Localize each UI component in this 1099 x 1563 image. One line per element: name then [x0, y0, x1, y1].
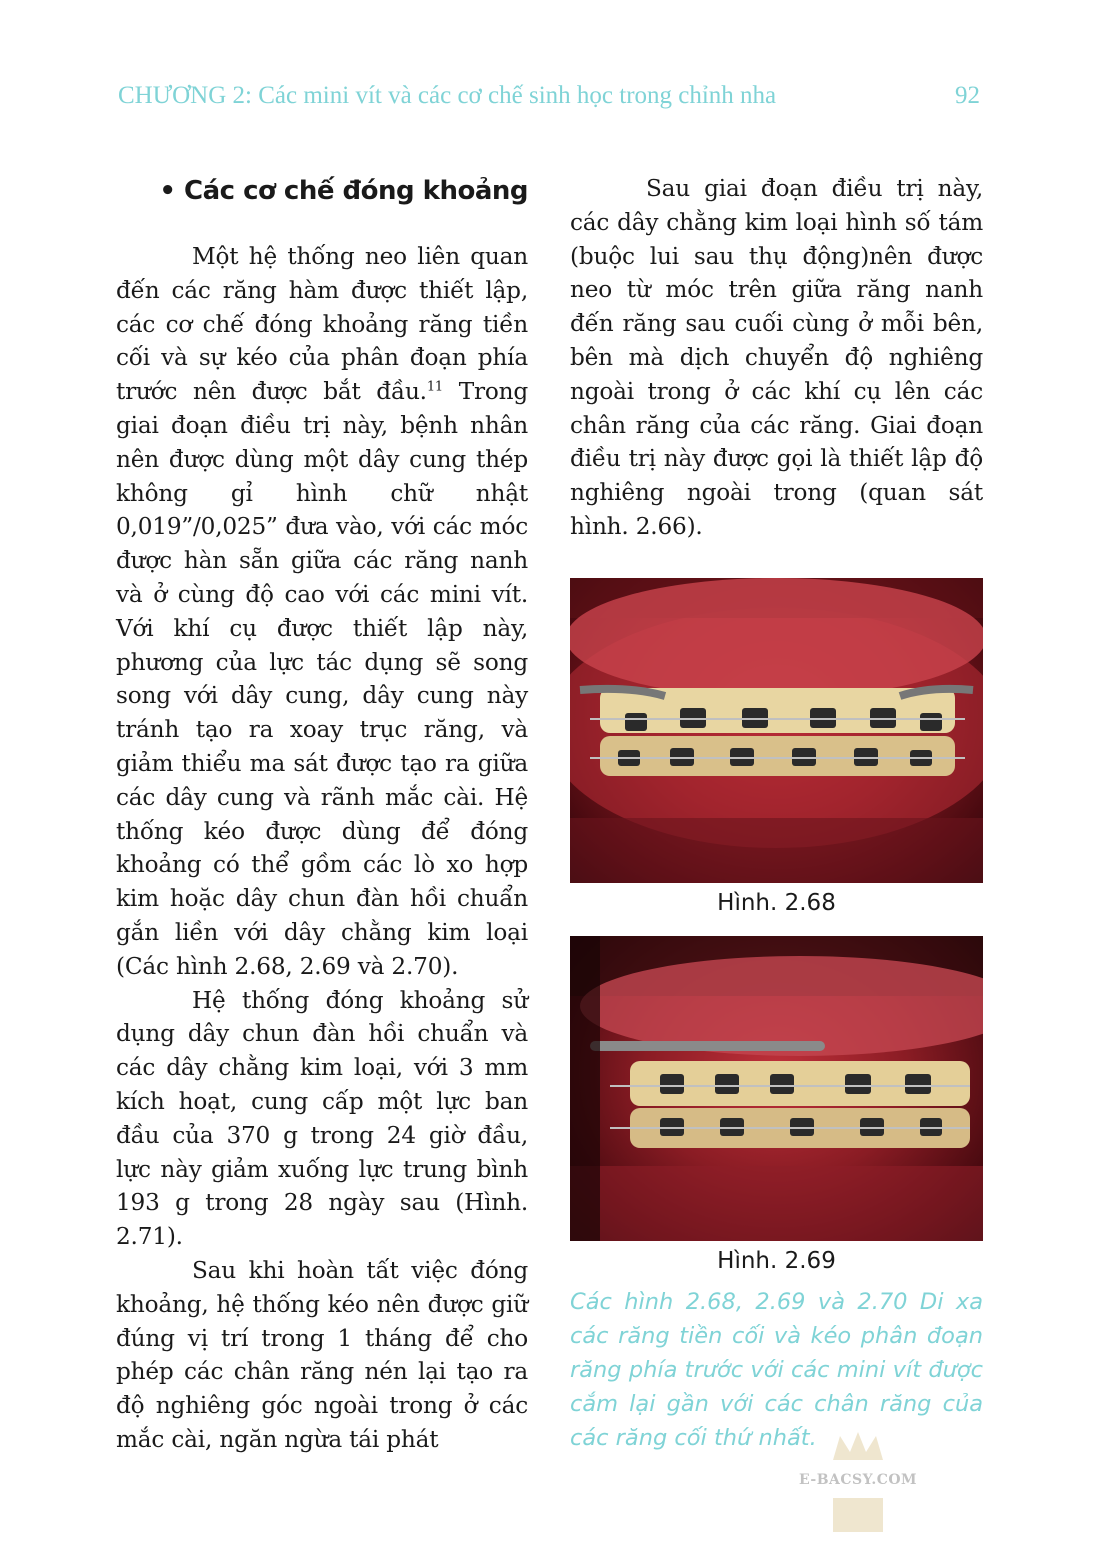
paragraph-2: Hệ thống đóng khoảng sử dụng dây chun đàn hồi chuẩn và các dây chằng kim loại, với 3 mm kích hoạt, cung cấp một lực ban đầu của 370 g trong 24 giờ đầu, lực này giảm xuống lực trung bình 193 g trong 28 ngày sau (Hình. 2.71).: [116, 986, 528, 1251]
running-header: [118, 82, 988, 118]
section-heading: • Các cơ chế đóng khoảng: [159, 176, 528, 206]
reference-superscript: 11: [426, 379, 444, 395]
page-number: 92: [955, 82, 980, 109]
paragraph-1: [116, 240, 528, 984]
figure-2-69-caption: Hình. 2.69: [717, 1247, 836, 1274]
right-column: [570, 172, 983, 1455]
paragraph-3: Sau khi hoàn tất việc đóng khoảng, hệ thống kéo nên được giữ đúng vị trí trong 1 tháng để cho phép các chân răng nén lại tạo ra độ nghiêng góc ngoài trong ở các mắc cài, ngăn ngừa tái phát: [116, 1256, 528, 1453]
paragraph-1-text: Một hệ thống neo liên quan đến các răng hàm được thiết lập, các cơ chế đóng khoảng răng tiền cối và sự kéo của phân đoạn phía trước nên được bắt đầu.: [116, 243, 528, 406]
figure-note: Các hình 2.68, 2.69 và 2.70 Di xa các răng tiền cối và kéo phân đoạn răng phía trước với các mini vít được cắm lại gần với các chân răng của các răng cối thứ nhất.: [570, 1288, 983, 1451]
chapter-title: CHƯƠNG 2: Các mini vít và các cơ chế sinh học trong chỉnh nha: [118, 82, 777, 109]
figure-2-69-photo: [570, 936, 983, 1241]
figure-2-68-photo: [570, 578, 983, 883]
intraoral-photo-front: [570, 578, 983, 883]
left-column: [116, 172, 528, 1457]
paragraph-1-continued: Trong giai đoạn điều trị này, bệnh nhân nên được dùng một dây cung thép không gỉ hình chữ nhật 0,019”/0,025” đưa vào, với các móc được hàn sẵn giữa các răng nanh và ở cùng độ cao với các mini vít. Với khí cụ được thiết lập này, phương của lực tác dụng sẽ song song với dây cung, dây cung này tránh tạo ra xoay trục răng, và giảm thiểu ma sát được tạo ra giữa các dây cung và rãnh mắc cài. Hệ thống kéo được dùng để đóng khoảng có thể gồm các lò xo hợp kim hoặc dây chun đàn hồi chuẩn gắn liền với dây chằng kim loại (Các hình 2.68, 2.69 và 2.70).: [116, 378, 528, 980]
watermark-logo: [788, 1428, 928, 1538]
watermark-text: E-BACSY.COM: [798, 1472, 918, 1488]
right-paragraph-1: Sau giai đoạn điều trị này, các dây chằng kim loại hình số tám (buộc lui sau thụ động)nên được neo từ móc trên giữa răng nanh đến răng sau cuối cùng ở mỗi bên, bên mà dịch chuyển độ nghiêng ngoài trong ở các khí cụ lên các chân răng của các răng. Giai đoạn điều trị này được gọi là thiết lập độ nghiêng ngoài trong (quan sát hình. 2.66).: [570, 175, 983, 540]
figure-2-68-caption: Hình. 2.68: [717, 889, 836, 916]
intraoral-photo-side: [570, 936, 983, 1241]
